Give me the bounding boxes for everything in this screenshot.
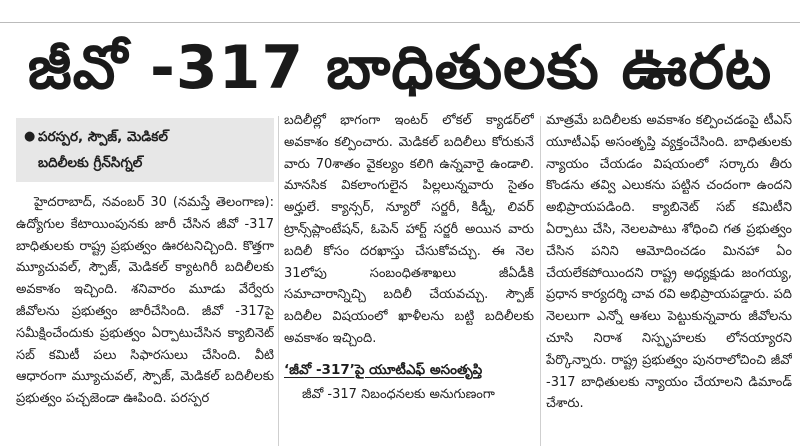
top-rule — [0, 0, 800, 23]
column-2 — [284, 110, 534, 448]
headline: జీవో -317 బాధితులకు ఊరట — [27, 33, 773, 103]
column-1 — [16, 110, 274, 448]
column-3-text: మాత్రమే బదిలీలకు అవకాశం కల్పించడంపై టీఎస్ యూటీఎఫ్ అసంతృప్తి వ్యక్తంచేసింది. బాధితులకు న్యాయం చేయడం విషయంలో సర్కారు తీరు కొండను తవ్వి ఎలుకను పట్టిన చందంగా ఉందని అభిప్రాయపడింది. క్యాబినెట్ సబ్ కమిటీని ఏర్పాటు చేసి, నెలలపాటు శోధించి గత ప్రభుత్వం చేసిన పనిని ఆమోదించడం మినహా ఏం చేయలేకపోయిందని రాష్ట్ర అధ్యక్షుడు జంగయ్య, ప్రధాన కార్యదర్శి చావ రవి అభిప్రాయపడ్డారు. పది నెలలుగా ఎన్నో ఆశలు పెట్టుకున్నవారు జీవోలను చూసి నిరాశ నిస్పృహలకు లోనయ్యారని పేర్కొన్నారు. రాష్ట్ర ప్రభుత్వం పునరాలోచించి జీవో -317 బాధితులకు న్యాయం చేయాలని డిమాండ్ చేశారు. — [546, 113, 792, 412]
column-2-tail: జీవో -317 నిబంధనలకు అనుగుణంగా — [302, 386, 495, 402]
column-1-text: హైదరాబాద్, నవంబర్ 30 (నమస్తే తెలంగాణ): ఉద్యోగుల కేటాయింపునకు జారీ చేసిన జీవో -317 బాధితులకు రాష్ట్ర ప్రభుత్వం ఊరటనిచ్చింది. కొత్తగా మ్యూచువల్, స్పౌజ్, మెడికల్ క్యాటగిరీ బదిలీలకు అవకాశం ఇచ్చింది. శనివారం మూడు వేర్వేరు జీవోలను ప్రభుత్వం జారీచేసింది. జీవో -317పై సమీక్షించేందుకు ప్రభుత్వం ఏర్పాటుచేసిన క్యాబినెట్ సబ్ కమిటీ పలు సిఫారసులు చేసింది. వీటి ఆధారంగా మ్యూచువల్, స్పౌజ్, మెడికల్ బదిలీలకు ప్రభుత్వం పచ్చజెండా ఊపింది. పరస్పర — [16, 195, 274, 407]
sub-headline-line-2: బదిలీలకు గ్రీన్‌సిగ్నల్ — [38, 155, 143, 171]
column-2-text: బదిలీల్లో భాగంగా ఇంటర్ లోకల్ క్యాడర్‌లో అవకాశం కల్పించారు. మెడికల్ బదిలీలు కోరుకునే వారు 70శాతం వైకల్యం కలిగి ఉన్నవారై ఉండాలి. మానసిక వికలాంగులైన పిల్లలున్నవారు సైతం అర్హులే. క్యాన్సర్, న్యూరో సర్జరీ, కిడ్నీ, లివర్ ట్రాన్స్‌ప్లాంటేషన్, ఓపెన్ హార్ట్ సర్జరీ అయిన వారు బదిలీ కోసం దరఖాస్తు చేసుకోవచ్చు. ఈ నెల 31లోపు సంబంధితశాఖలు జీఏడీకి సమాచారాన్నిచ్చి బదిలీ చేయవచ్చు. స్పౌజ్ బదిలీల విషయంలో ఖాళీలను బట్టి బదిలీలకు అవకాశం ఇచ్చింది. — [284, 113, 534, 346]
column-3 — [546, 110, 792, 448]
sub-headline-box — [16, 118, 274, 182]
column-2-subhead: ‘జీవో -317’పై యూటీఎఫ్ అసంతృప్తి — [284, 361, 483, 378]
sub-headline-line-1: పరస్పర, స్పౌజ్, మెడికల్ — [38, 129, 168, 145]
bullet-icon: ● — [24, 129, 36, 144]
column-divider-1 — [278, 116, 279, 446]
column-divider-2 — [540, 116, 541, 446]
